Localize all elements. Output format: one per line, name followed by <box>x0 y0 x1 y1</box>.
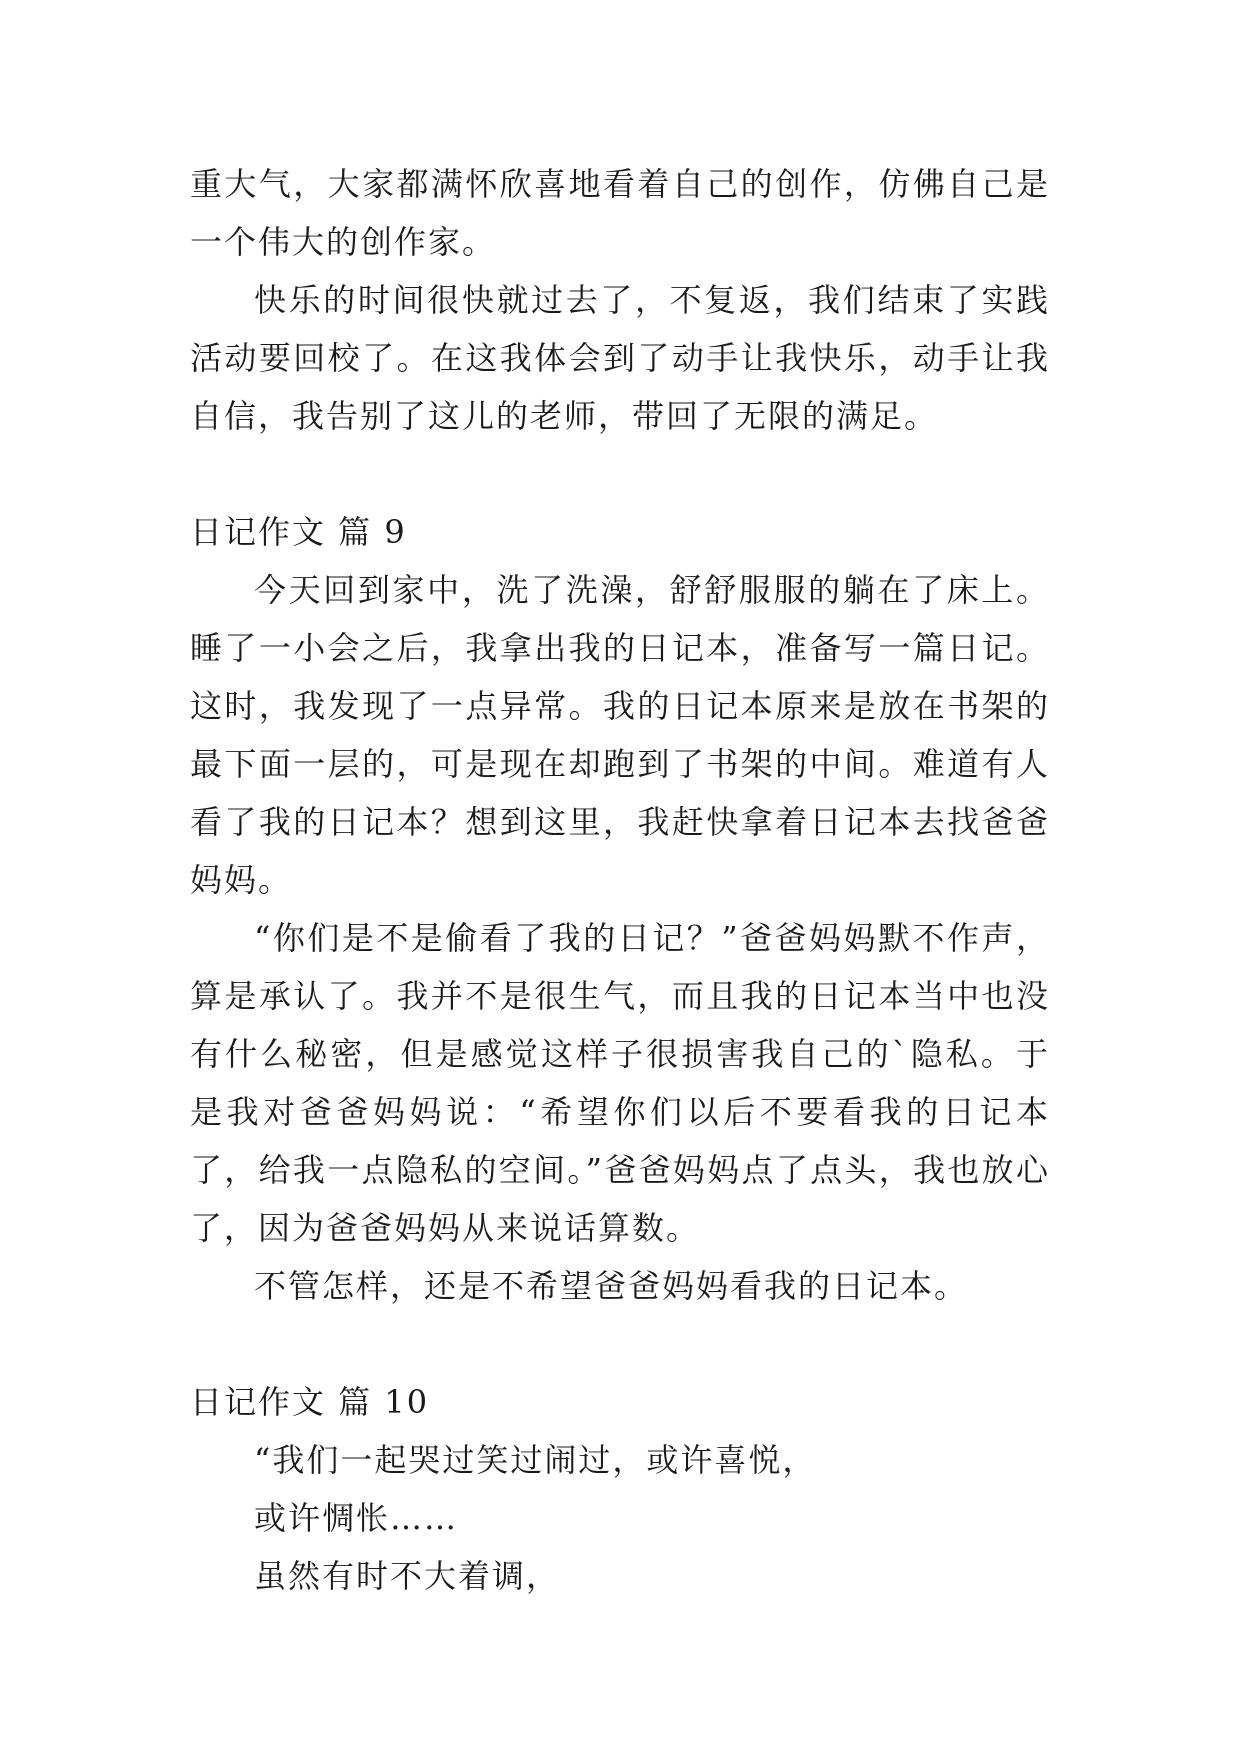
paragraph: 今天回到家中，洗了洗澡，舒舒服服的躺在了床上。睡了一小会之后，我拿出我的日记本，准备写一篇日记。这时，我发现了一点异常。我的日记本原来是放在书架的最下面一层的，可是现在却跑到了书架的中间。难道有人看了我的日记本？想到这里，我赶快拿着日记本去找爸爸妈妈。 <box>190 571 1050 899</box>
verse-line: “我们一起哭过笑过闹过，或许喜悦， <box>254 1441 817 1479</box>
section-gap <box>190 445 1050 503</box>
verse-line: 或许惆怅…… <box>254 1499 459 1537</box>
section-gap <box>190 1315 1050 1373</box>
paragraph: 重大气，大家都满怀欣喜地看着自己的创作，仿佛自己是一个伟大的创作家。 <box>190 165 1050 261</box>
verse-line: 虽然有时不大着调， <box>254 1557 561 1595</box>
section-heading: 日记作文 篇 9 <box>190 513 407 551</box>
paragraph: 不管怎样，还是不希望爸爸妈妈看我的日记本。 <box>254 1267 969 1305</box>
paragraph: “你们是不是偷看了我的日记？”爸爸妈妈默不作声，算是承认了。我并不是很生气，而且我的日记本当中也没有什么秘密，但是感觉这样子很损害我自己的`隐私。于是我对爸爸妈妈说：“希望你们以后不要看我的日记本了，给我一点隐私的空间。”爸爸妈妈点了点头，我也放心了，因为爸爸妈妈从来说话算数。 <box>190 919 1050 1247</box>
section-heading: 日记作文 篇 10 <box>190 1383 430 1421</box>
document-body <box>190 155 1050 1605</box>
paragraph: 快乐的时间很快就过去了，不复返，我们结束了实践活动要回校了。在这我体会到了动手让我快乐，动手让我自信，我告别了这儿的老师，带回了无限的满足。 <box>190 281 1050 435</box>
